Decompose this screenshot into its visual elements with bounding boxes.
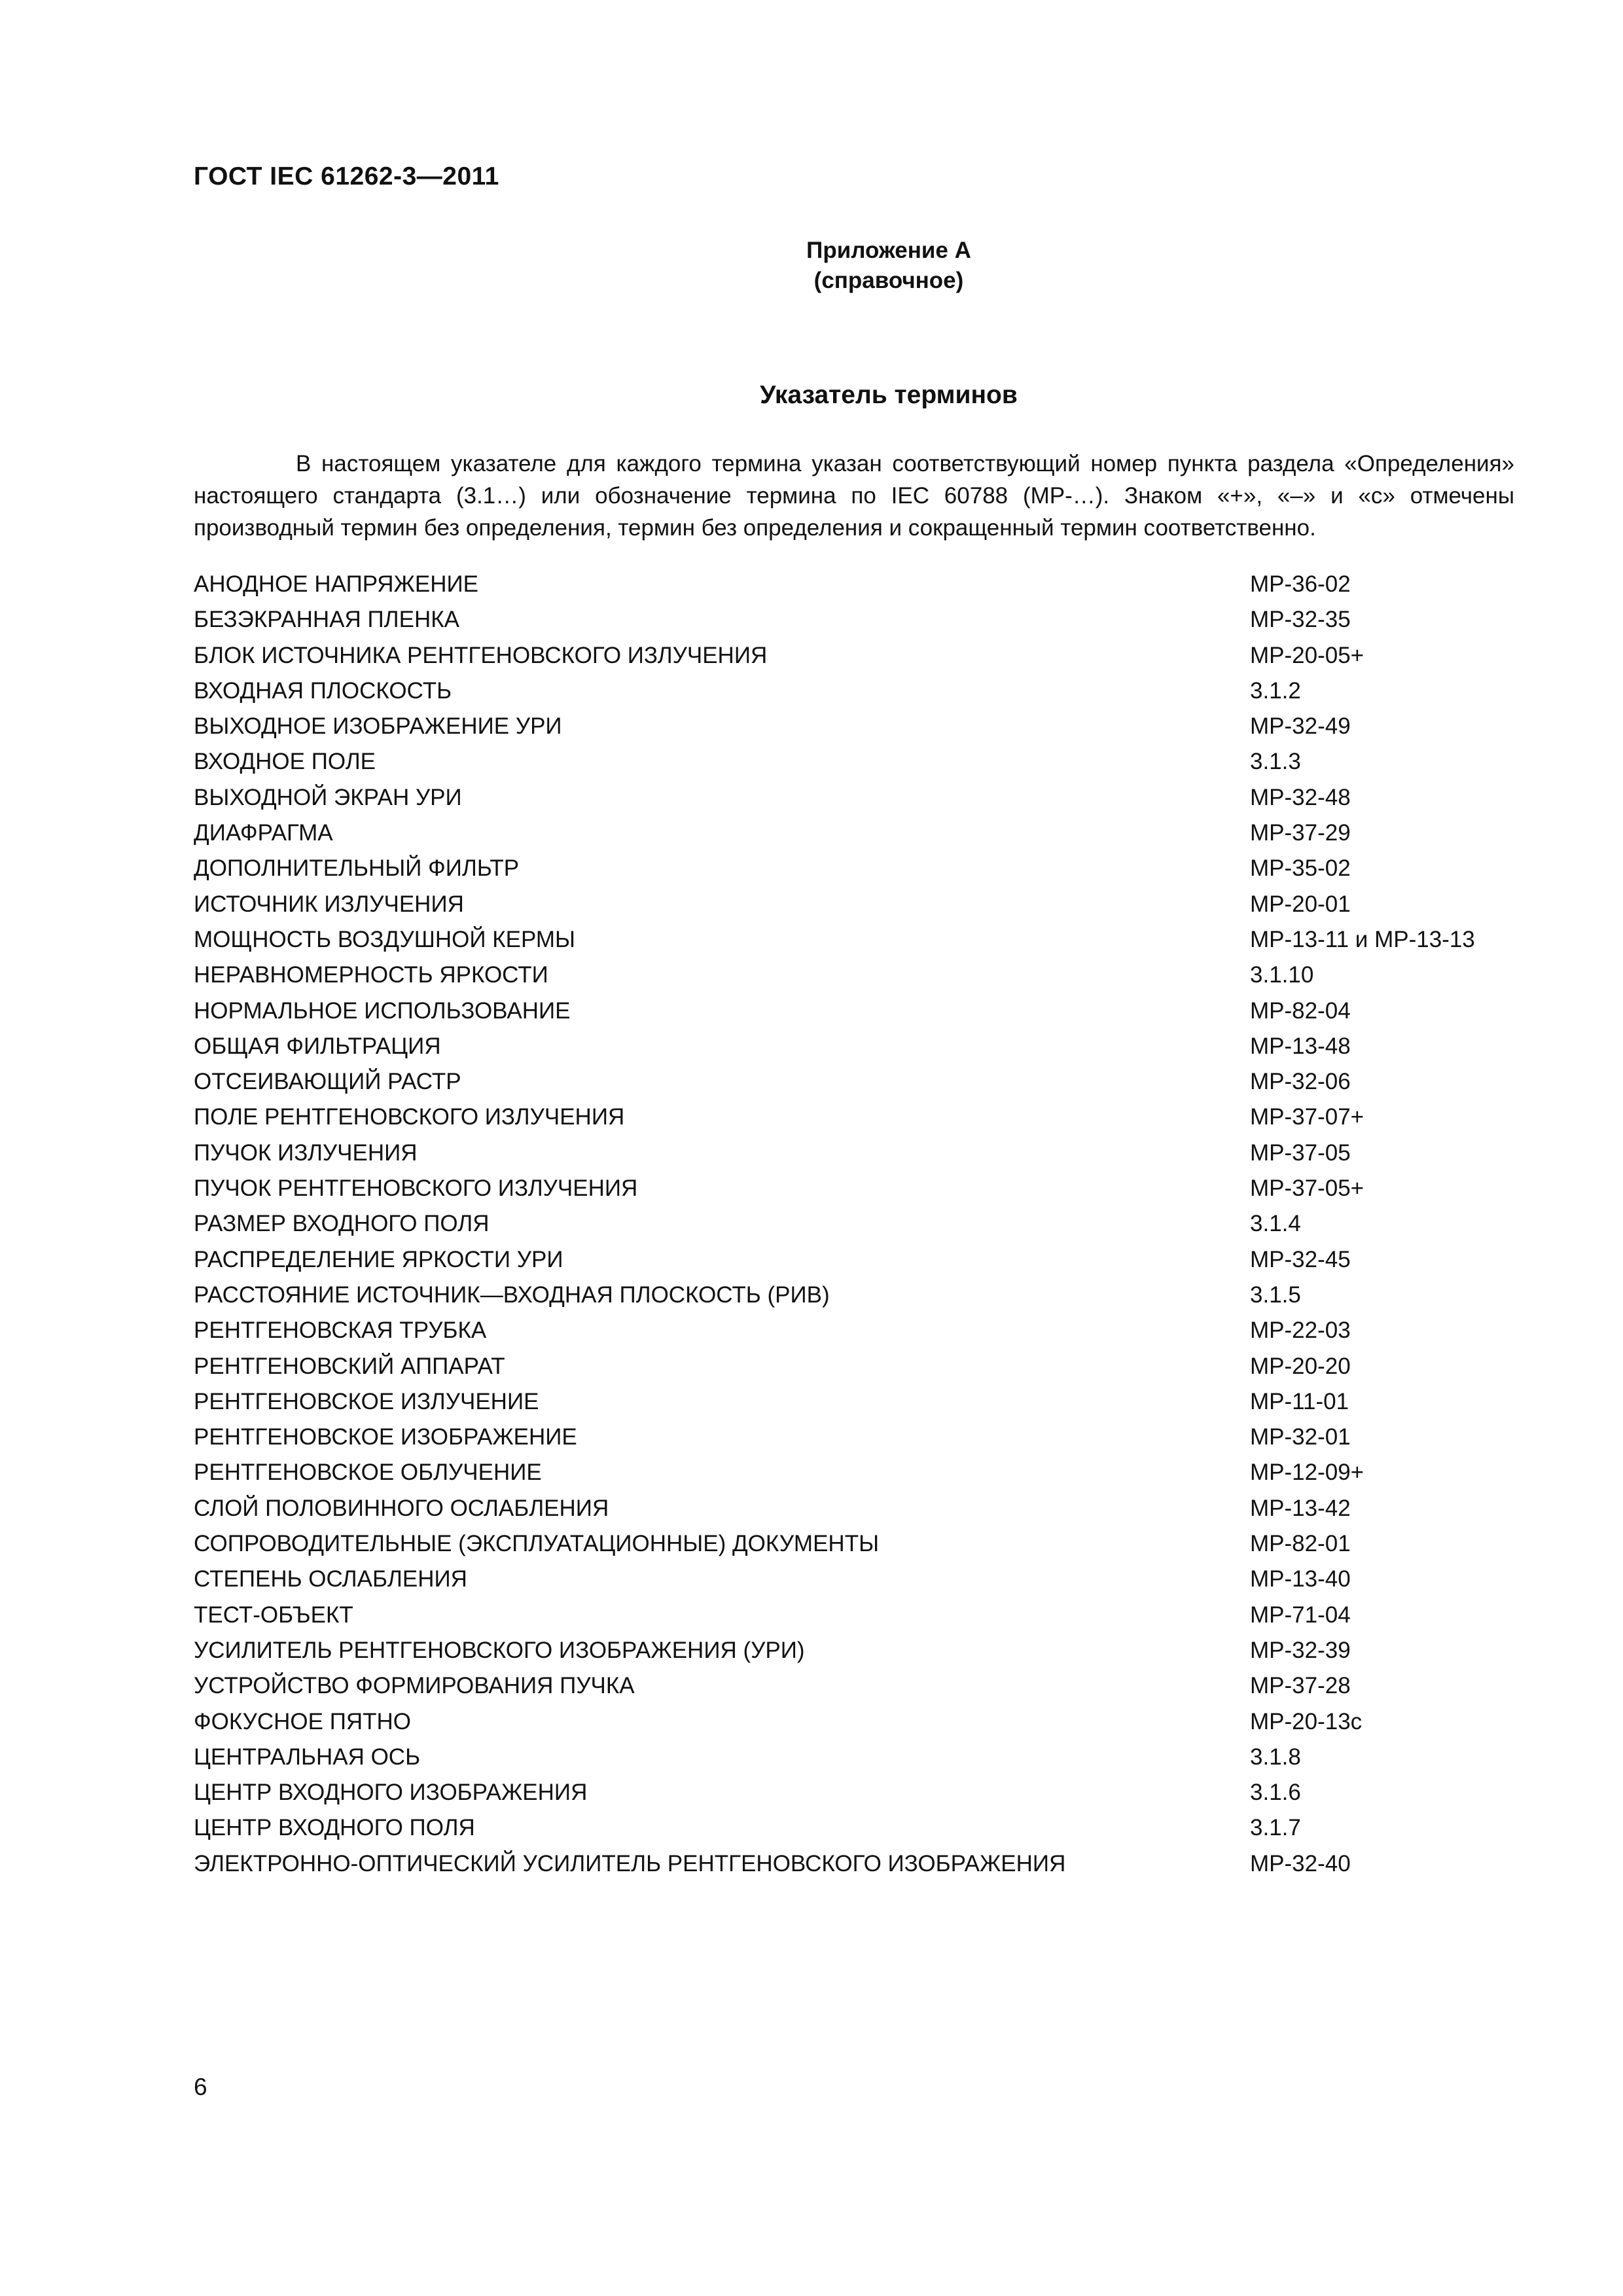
term-name: ВХОДНАЯ ПЛОСКОСТЬ [194,677,452,704]
term-reference: MP-20-05+ [1250,642,1364,668]
term-row [194,1491,1542,1526]
term-row [194,1704,1542,1740]
term-name: СЛОЙ ПОЛОВИННОГО ОСЛАБЛЕНИЯ [194,1495,609,1521]
term-reference: MP-36-02 [1250,571,1351,597]
term-reference: MP-13-42 [1250,1495,1351,1521]
term-name: БЛОК ИСТОЧНИКА РЕНТГЕНОВСКОГО ИЗЛУЧЕНИЯ [194,642,768,668]
term-name: ЦЕНТР ВХОДНОГО ИЗОБРАЖЕНИЯ [194,1780,588,1806]
term-row [194,994,1542,1029]
term-row [194,1633,1542,1668]
term-row [194,1455,1542,1490]
term-reference: MP-82-01 [1250,1531,1351,1557]
term-row [194,1562,1542,1597]
term-name: ВЫХОДНОЙ ЭКРАН УРИ [194,784,462,810]
term-name: ОБЩАЯ ФИЛЬТРАЦИЯ [194,1033,441,1059]
term-name: ЦЕНТР ВХОДНОГО ПОЛЯ [194,1815,475,1841]
term-reference: MP-32-06 [1250,1069,1351,1095]
term-row [194,1206,1542,1242]
term-reference: MP-13-11 и MP-13-13 [1250,926,1475,952]
term-row [194,887,1542,922]
term-row [194,1242,1542,1278]
term-row [194,816,1542,851]
term-row [194,1064,1542,1100]
term-name: РАСПРЕДЕЛЕНИЕ ЯРКОСТИ УРИ [194,1246,563,1272]
term-name: ДОПОЛНИТЕЛЬНЫЙ ФИЛЬТР [194,855,520,882]
term-reference: 3.1.8 [1250,1744,1301,1770]
term-reference: MP-37-05 [1250,1139,1351,1166]
term-reference: MP-71-04 [1250,1602,1351,1628]
term-row [194,1810,1542,1846]
term-reference: MP-13-48 [1250,1033,1351,1059]
term-name: СОПРОВОДИТЕЛЬНЫЕ (ЭКСПЛУАТАЦИОННЫЕ) ДОКУМЕНТЫ [194,1531,880,1557]
term-row [194,1668,1542,1704]
term-row [194,567,1542,602]
term-name: ЦЕНТРАЛЬНАЯ ОСЬ [194,1744,421,1770]
term-row [194,1349,1542,1384]
term-name: ОТСЕИВАЮЩИЙ РАСТР [194,1069,461,1095]
term-row [194,780,1542,816]
annex-type: (справочное) [813,268,964,293]
term-reference: 3.1.6 [1250,1780,1301,1806]
term-row [194,709,1542,744]
term-name: НОРМАЛЬНОЕ ИСПОЛЬЗОВАНИЕ [194,997,571,1024]
term-row [194,1526,1542,1562]
term-name: АНОДНОЕ НАПРЯЖЕНИЕ [194,571,479,597]
term-reference: 3.1.7 [1250,1815,1301,1841]
intro-paragraph: В настоящем указателе для каждого термина указан соответствующий номер пункта раздела «Определения» настоящего стандарта (3.1…) или обозначение термина по IEC 60788 (MP-…). Знаком «+», «–» и «с» отмечены производный термин без определения, термин без определения и сокращенный термин соответственно. [194,451,1514,541]
term-reference: 3.1.2 [1250,677,1301,704]
term-reference: MP-32-45 [1250,1246,1351,1272]
term-reference: MP-20-20 [1250,1353,1351,1379]
term-reference: 3.1.3 [1250,749,1301,775]
term-name: РЕНТГЕНОВСКОЕ ИЗОБРАЖЕНИЕ [194,1424,577,1450]
term-row [194,1100,1542,1135]
term-name: УСТРОЙСТВО ФОРМИРОВАНИЯ ПУЧКА [194,1673,635,1699]
term-name: ТЕСТ-ОБЪЕКТ [194,1602,353,1628]
term-name: СТЕПЕНЬ ОСЛАБЛЕНИЯ [194,1566,467,1592]
term-name: ПУЧОК ИЗЛУЧЕНИЯ [194,1139,418,1166]
term-reference: 3.1.10 [1250,962,1314,988]
term-reference: MP-11-01 [1250,1388,1349,1414]
term-row [194,1313,1542,1348]
term-name: УСИЛИТЕЛЬ РЕНТГЕНОВСКОГО ИЗОБРАЖЕНИЯ (УРИ) [194,1637,805,1663]
term-name: ИСТОЧНИК ИЗЛУЧЕНИЯ [194,891,464,917]
term-name: НЕРАВНОМЕРНОСТЬ ЯРКОСТИ [194,962,548,988]
term-reference: MP-32-39 [1250,1637,1351,1663]
term-row [194,1029,1542,1064]
term-reference: MP-22-03 [1250,1318,1351,1344]
term-name: МОЩНОСТЬ ВОЗДУШНОЙ КЕРМЫ [194,926,576,952]
term-name: ФОКУСНОЕ ПЯТНО [194,1708,412,1734]
term-reference: MP-82-04 [1250,997,1351,1024]
term-row [194,1136,1542,1171]
term-name: БЕЗЭКРАННАЯ ПЛЕНКА [194,607,459,633]
annex-title: Приложение А [806,238,971,263]
term-reference: MP-20-01 [1250,891,1351,917]
term-reference: 3.1.4 [1250,1211,1301,1237]
term-name: РАЗМЕР ВХОДНОГО ПОЛЯ [194,1211,490,1237]
term-row [194,1775,1542,1810]
term-reference: MP-37-28 [1250,1673,1351,1699]
term-reference: MP-37-29 [1250,820,1351,846]
term-row [194,638,1542,673]
term-name: ЭЛЕКТРОННО-ОПТИЧЕСКИЙ УСИЛИТЕЛЬ РЕНТГЕНОВСКОГО ИЗОБРАЖЕНИЯ [194,1850,1066,1876]
term-name: РЕНТГЕНОВСКОЕ ОБЛУЧЕНИЕ [194,1460,542,1486]
term-reference: MP-35-02 [1250,855,1351,882]
term-name: ВЫХОДНОЕ ИЗОБРАЖЕНИЕ УРИ [194,713,562,740]
term-reference: MP-20-13c [1250,1708,1363,1734]
term-reference: MP-32-48 [1250,784,1351,810]
term-row [194,958,1542,993]
term-row [194,1384,1542,1420]
term-row [194,673,1542,709]
terms-index [194,567,1542,1882]
term-row [194,1846,1542,1882]
term-name: РАССТОЯНИЕ ИСТОЧНИК—ВХОДНАЯ ПЛОСКОСТЬ (РИВ) [194,1282,830,1308]
term-name: РЕНТГЕНОВСКАЯ ТРУБКА [194,1318,487,1344]
document-code: ГОСТ IEC 61262-3—2011 [194,162,499,190]
term-reference: MP-13-40 [1250,1566,1351,1592]
term-row [194,1598,1542,1633]
term-name: ВХОДНОЕ ПОЛЕ [194,749,376,775]
term-reference: MP-32-40 [1250,1850,1351,1876]
term-row [194,744,1542,780]
page-number: 6 [194,2073,207,2100]
term-name: РЕНТГЕНОВСКИЙ АППАРАТ [194,1353,505,1379]
term-row [194,1171,1542,1206]
term-name: ДИАФРАГМА [194,820,333,846]
term-row [194,1740,1542,1775]
term-reference: MP-32-01 [1250,1424,1351,1450]
term-reference: MP-37-07+ [1250,1104,1364,1130]
term-row [194,851,1542,886]
term-row [194,602,1542,637]
term-name: ПУЧОК РЕНТГЕНОВСКОГО ИЗЛУЧЕНИЯ [194,1175,638,1202]
term-reference: MP-32-35 [1250,607,1351,633]
term-reference: MP-37-05+ [1250,1175,1364,1202]
term-row [194,1420,1542,1455]
term-row [194,922,1542,958]
term-reference: MP-32-49 [1250,713,1351,740]
section-title: Указатель терминов [760,381,1018,409]
term-reference: MP-12-09+ [1250,1460,1364,1486]
term-row [194,1278,1542,1313]
term-name: ПОЛЕ РЕНТГЕНОВСКОГО ИЗЛУЧЕНИЯ [194,1104,625,1130]
term-reference: 3.1.5 [1250,1282,1301,1308]
term-name: РЕНТГЕНОВСКОЕ ИЗЛУЧЕНИЕ [194,1388,539,1414]
